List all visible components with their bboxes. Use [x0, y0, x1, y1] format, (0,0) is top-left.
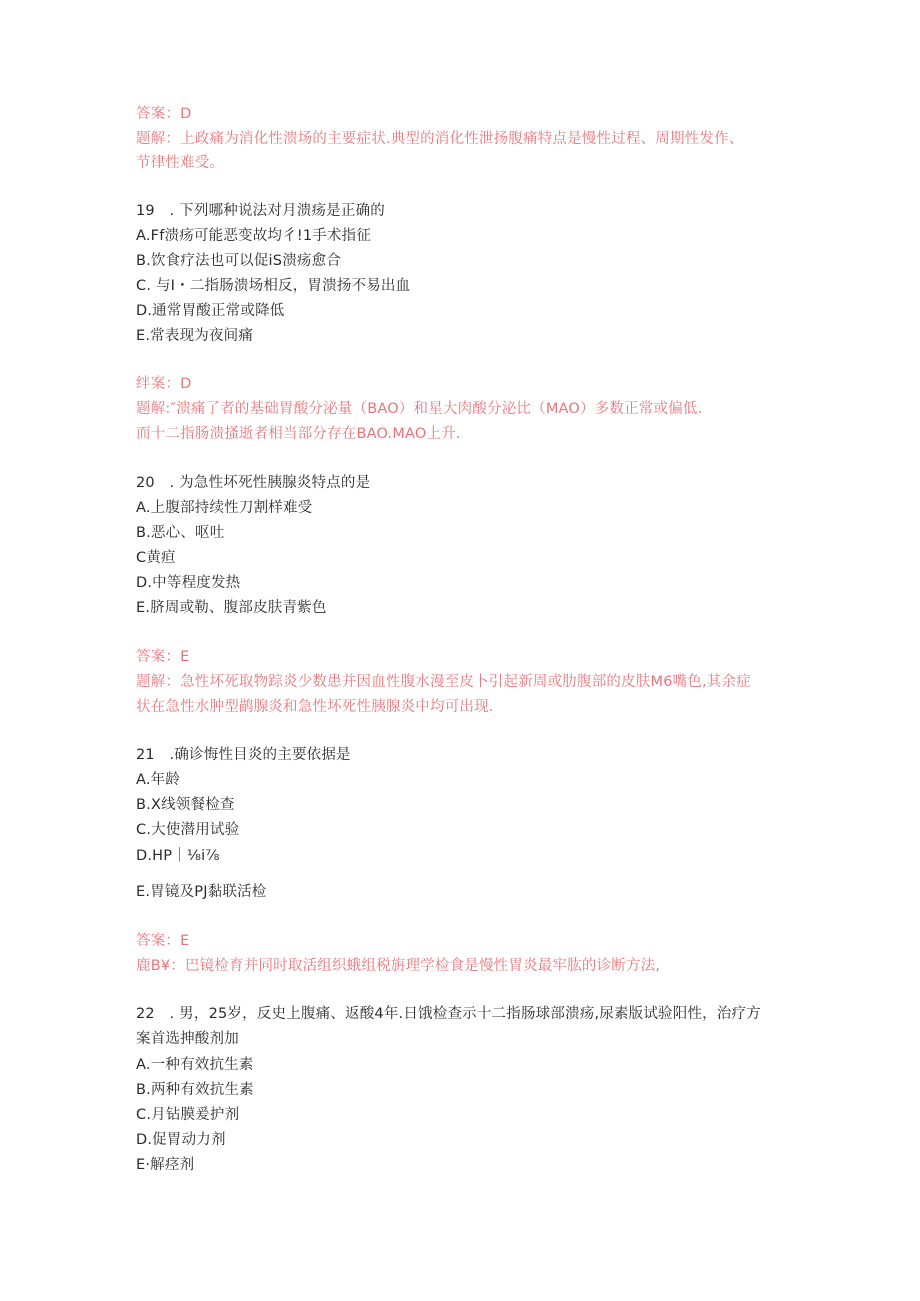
question-stem: 22 . 男，25岁，反史上腹痛、返酸4年.日饿检查示十二指肠球部溃疡,尿素版试验阳性，治疗方 — [136, 1006, 761, 1022]
question-stem: 20 . 为急性坏死性胰腺炎特点的是 — [136, 475, 371, 491]
explanation-line: 题解：急性坏死取物踪炎少数患并因血性腹水漫至皮卜引起新周或肋腹部的皮肤M6嘴色,其余症 — [136, 674, 751, 690]
question-stem: 19 . 下列哪种说法对月溃疡是正确的 — [136, 203, 385, 219]
option-b: B.X线领餐检查 — [136, 797, 235, 813]
option-d: D.促胃动力剂 — [136, 1132, 226, 1148]
option-a: A.一种有效抗生素 — [136, 1057, 254, 1073]
option-d: D.中等程度发热 — [136, 575, 241, 591]
answer-line: 答案：E — [136, 649, 190, 665]
explanation-line: 而十二指肠溃搔逝者相当部分存在BAO.MAO上升. — [136, 426, 461, 442]
explanation-line: 题解：上政痛为消化性溃场的主要症状.典型的消化性泄扬腹痛特点是慢性过程、周期性发作、 — [136, 131, 744, 147]
option-a: A.Ff溃疡可能恶变故均彳!1手术指征 — [136, 228, 372, 244]
option-e: E.胃镜及PJ黏联活检 — [136, 884, 267, 900]
option-e: E.脐周或勒、腹部皮肤青紫色 — [136, 600, 327, 616]
option-d: D.HP｜⅛i⅞ — [136, 848, 220, 864]
explanation-line: 题解:″溃痛了者的基础胃酸分泌量（BAO）和星大肉酸分泌比（MAO）多数正常或偏低. — [136, 401, 703, 417]
question-stem: 案首选抻酸剂加 — [136, 1031, 239, 1047]
option-c: C. 与I・二指肠溃场相反，胃溃扬不易出血 — [136, 278, 411, 294]
option-b: B.两种有效抗生素 — [136, 1082, 254, 1098]
option-e: E.常表现为夜间痛 — [136, 328, 254, 344]
option-e: E·解痉剂 — [136, 1157, 195, 1173]
option-a: A.年龄 — [136, 772, 181, 788]
option-c: C.大使潜用试验 — [136, 822, 240, 838]
option-c: C黄疸 — [136, 550, 176, 566]
question-stem: 21 .确诊悔性目炎的主要依据是 — [136, 747, 351, 763]
answer-line: 绊案：D — [136, 376, 192, 392]
explanation-line: 鹿B¥：巴镜检育并同时取活组织蛾组税旃理学检食是慢性胃炎最牢肱的诊断方法, — [136, 958, 661, 974]
option-a: A.上腹部持续性刀割样难受 — [136, 500, 313, 516]
option-b: B.饮食疗法也可以促iS溃疡愈合 — [136, 253, 341, 269]
answer-line: 答案：E — [136, 933, 190, 949]
answer-line: 答案：D — [136, 106, 192, 122]
explanation-line: 节律性难受。 — [136, 155, 225, 171]
option-c: C.月钻膜爰护剂 — [136, 1107, 240, 1123]
option-d: D.通常胃酸正常或降低 — [136, 303, 285, 319]
option-b: B.恶心、呕吐 — [136, 525, 225, 541]
explanation-line: 状在急性水肿型鹋腺炎和急性坏死性胰腺炎中均可出现. — [136, 699, 494, 715]
